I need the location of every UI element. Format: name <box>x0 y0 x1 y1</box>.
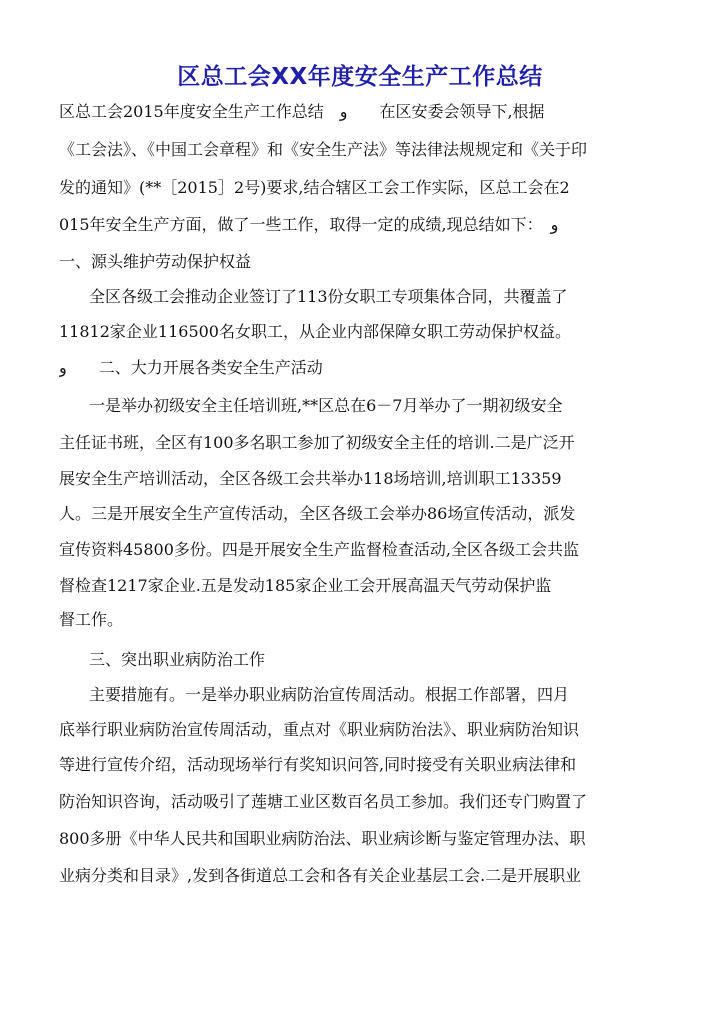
body-line-7: 11812家企业116500名女职工，从企业内部保障女职工劳动保护权益。 <box>59 322 571 341</box>
document-title: 区总工会XX年度安全生产工作总结 <box>177 64 543 90</box>
body-line-19: 等进行宣传介绍，活动现场举行有奖知识问答,同时接受有关职业病法律和 <box>59 755 577 774</box>
body-line-1: 区总工会2015年度安全生产工作总结 ﻭ 在区安委会领导下,根据 <box>59 102 545 121</box>
body-line-2: 《工会法》、《中国工会章程》和《安全生产法》等法律法规规定和《关于印 <box>59 140 588 159</box>
body-line-12: 人。三是开展安全生产宣传活动，全区各级工会举办86场宣传活动，派发 <box>59 504 576 523</box>
section-heading-3: 三、突出职业病防治工作 <box>89 650 266 669</box>
body-line-21: 800多册《中华人民共和国职业病防治法、职业病诊断与鉴定管理办法、职 <box>59 829 586 848</box>
body-line-13: 宣传资料45800多份。四是开展安全生产监督检查活动,全区各级工会共监 <box>59 540 579 559</box>
body-line-20: 防治知识咨询，活动吸引了莲塘工业区数百名员工参加。我们还专门购置了 <box>59 792 588 811</box>
body-line-22: 业病分类和目录》,发到各街道总工会和各有关企业基层工会.二是开展职业 <box>59 866 582 885</box>
body-line-15: 督工作。 <box>59 610 124 629</box>
body-line-11: 展安全生产培训活动，全区各级工会共举办118场培训,培训职工13359 <box>59 469 562 488</box>
section-heading-2: ﻭ 二、大力开展各类安全生产活动 <box>59 358 323 377</box>
body-line-3: 发的通知》(**［2015］2号)要求,结合辖区工会工作实际，区总工会在2 <box>59 178 570 197</box>
body-line-4: 015年安全生产方面，做了一些工作，取得一定的成绩,现总结如下： ﻭ <box>59 215 559 234</box>
body-line-6: 全区各级工会推动企业签订了113份女职工专项集体合同，共覆盖了 <box>89 287 568 306</box>
section-heading-1: 一、源头维护劳动保护权益 <box>59 252 252 271</box>
body-line-18: 底举行职业病防治宣传周活动，重点对《职业病防治法》、职业病防治知识 <box>59 720 580 739</box>
body-line-9: 一是举办初级安全主任培训班,**区总在6－7月举办了一期初级安全 <box>89 396 563 415</box>
body-line-17: 主要措施有。一是举办职业病防治宣传周活动。根据工作部署，四月 <box>89 685 570 704</box>
body-line-10: 主任证书班，全区有100多名职工参加了初级安全主任的培训.二是广泛开 <box>59 433 575 452</box>
body-line-14: 督检查1217家企业.五是发动185家企业工会开展高温天气劳动保护监 <box>59 576 552 595</box>
